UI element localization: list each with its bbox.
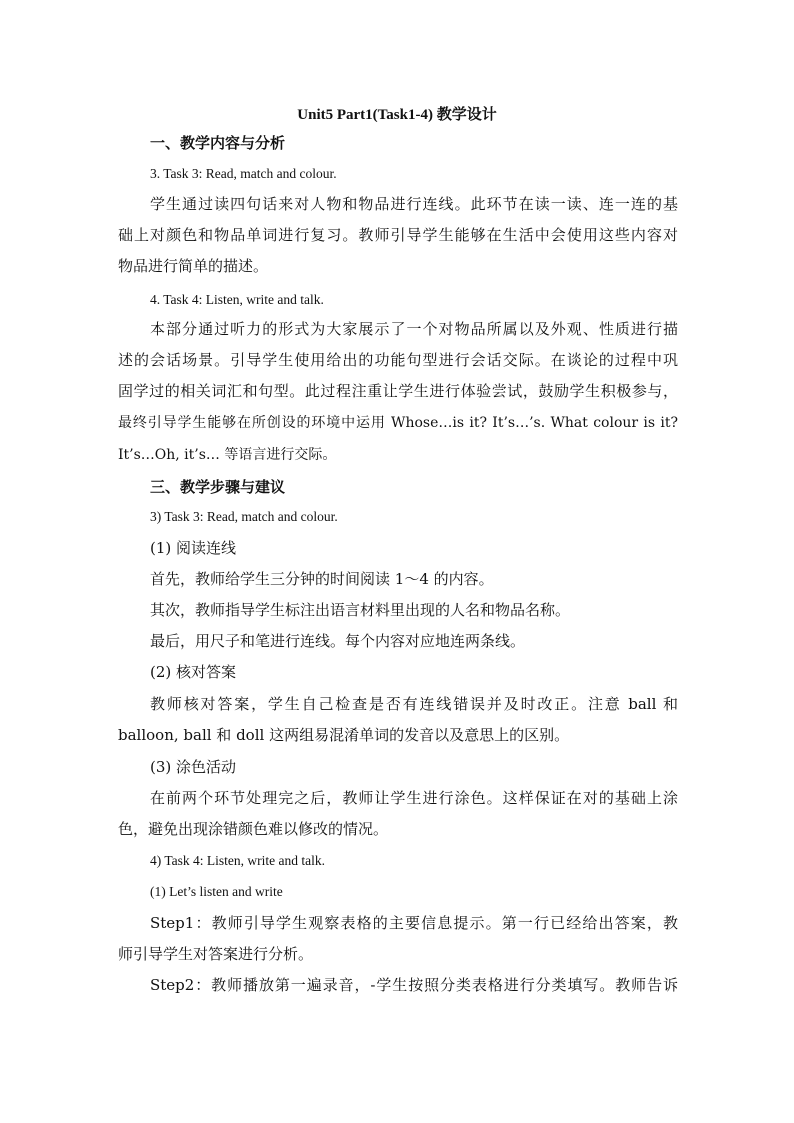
- subsection-paragraph-line: 其次，教师指导学生标注出语言材料里出现的人名和物品名称。: [150, 601, 571, 619]
- section-heading-teaching-steps: 三、教学步骤与建议: [150, 478, 286, 496]
- section-heading-content-analysis: 一、教学内容与分析: [150, 134, 286, 152]
- task4-paragraph-line: 述的会话场景。引导学生使用给出的功能句型进行会话交际。在谈论的过程中巩: [118, 351, 678, 369]
- subsection-paragraph-line: 最后，用尺子和笔进行连线。每个内容对应地连两条线。: [150, 632, 526, 650]
- step1-paragraph-line: Step1：教师引导学生观察表格的主要信息提示。第一行已经给出答案，教: [150, 914, 678, 932]
- task4-paragraph-line: 最终引导学生能够在所创设的环境中运用 Whose…is it? It’s…’s. What colour is it?: [118, 415, 678, 431]
- step-task3-label: 3) Task 3: Read, match and colour.: [150, 509, 338, 524]
- subsection-paragraph-line: 首先，教师给学生三分钟的时间阅读 1～4 的内容。: [150, 570, 494, 588]
- task3-label: 3. Task 3: Read, match and colour.: [150, 166, 337, 181]
- task3-paragraph-line: 物品进行简单的描述。: [118, 257, 269, 275]
- task3-paragraph-line: 础上对颜色和物品单词进行复习。教师引导学生能够在生活中会使用这些内容对: [118, 226, 678, 244]
- subsection-label: (1) Let’s listen and write: [150, 884, 283, 899]
- task4-paragraph-line: 固学过的相关词汇和句型。此过程注重让学生进行体验尝试，鼓励学生积极参与，: [118, 382, 678, 400]
- subsection-paragraph-line: balloon, ball 和 doll 这两组易混淆单词的发音以及意思上的区别。: [118, 726, 570, 744]
- subsection-paragraph-line: 色，避免出现涂错颜色难以修改的情况。: [118, 820, 389, 838]
- task4-paragraph-line: It’s…Oh, it’s… 等语言进行交际。: [118, 447, 337, 463]
- step1-paragraph-line: 师引导学生对答案进行分析。: [118, 945, 314, 963]
- subsection-label: (1) 阅读连线: [150, 539, 237, 557]
- document-title: Unit5 Part1(Task1-4) 教学设计: [297, 107, 497, 123]
- task4-label: 4. Task 4: Listen, write and talk.: [150, 292, 324, 307]
- step-task4-label: 4) Task 4: Listen, write and talk.: [150, 853, 326, 868]
- subsection-paragraph-line: 在前两个环节处理完之后，教师让学生进行涂色。这样保证在对的基础上涂: [150, 789, 678, 807]
- subsection-label: (3) 涂色活动: [150, 758, 237, 776]
- task3-paragraph-line: 学生通过读四句话来对人物和物品进行连线。此环节在读一读、连一连的基: [150, 195, 678, 213]
- step2-paragraph-line: Step2：教师播放第一遍录音，-学生按照分类表格进行分类填写。教师告诉: [150, 976, 678, 994]
- subsection-paragraph-line: 教师核对答案，学生自己检查是否有连线错误并及时改正。注意 ball 和: [150, 695, 678, 713]
- subsection-label: (2) 核对答案: [150, 663, 237, 681]
- task4-paragraph-line: 本部分通过听力的形式为大家展示了一个对物品所属以及外观、性质进行描: [150, 320, 678, 338]
